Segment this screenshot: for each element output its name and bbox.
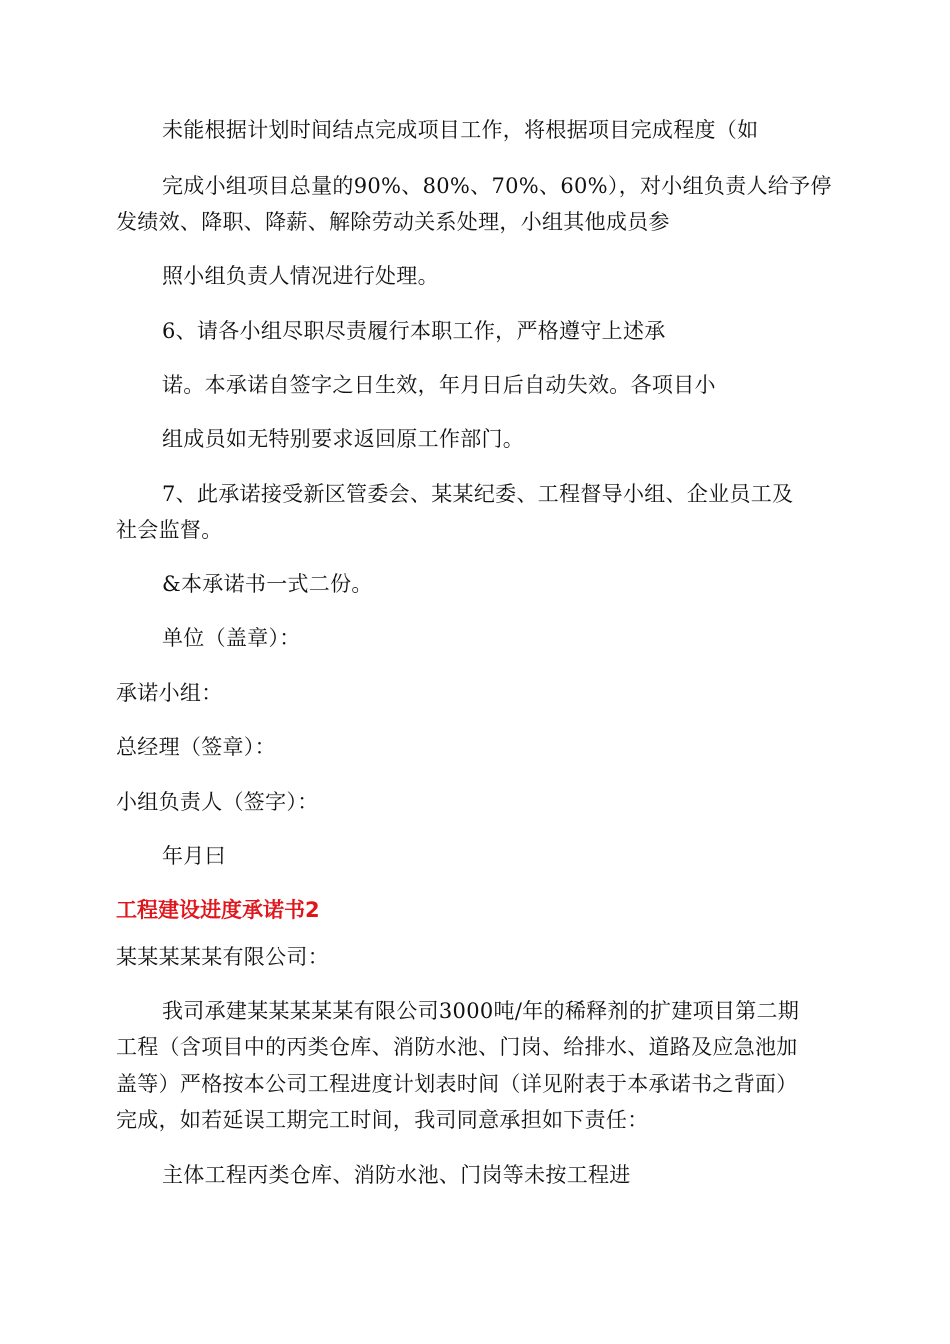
paragraph-line: 我司承建某某某某某有限公司3000吨/年的稀释剂的扩建项目第二期: [162, 999, 800, 1023]
group-leader-label: 小组负责人（签字）：: [116, 790, 319, 814]
item-6-line: 组成员如无特别要求返回原工作部门。: [162, 427, 525, 451]
unit-seal-label: 单位（盖章）：: [162, 626, 301, 650]
paragraph-line: 完成，如若延误工期完工时间，我司同意承担如下责任：: [116, 1108, 649, 1132]
paragraph-line: 发绩效、降职、降薪、解除劳动关系处理，小组其他成员参: [116, 210, 670, 234]
paragraph-line: 完成小组项目总量的90%、80%、70%、60%），对小组负责人给予停: [162, 174, 832, 198]
paragraph-line: 工程（含项目中的丙类仓库、消防水池、门岗、给排水、道路及应急池加: [116, 1035, 798, 1059]
item-6-line: 诺。本承诺自签字之日生效，年月日后自动失效。各项目小: [162, 373, 716, 397]
general-manager-label: 总经理（签章）：: [116, 735, 276, 759]
committed-group-label: 承诺小组：: [116, 681, 223, 705]
date-line: 年月曰: [162, 844, 226, 868]
item-7-line: 7、此承诺接受新区管委会、某某纪委、工程督导小组、企业员工及: [162, 482, 794, 506]
paragraph-line: 盖等）严格按本公司工程进度计划表时间（详见附表于本承诺书之背面）: [116, 1072, 798, 1096]
item-8-line: &本承诺书一式二份。: [162, 572, 373, 596]
addressee: 某某某某某有限公司：: [116, 945, 329, 969]
paragraph-line: 照小组负责人情况进行处理。: [162, 264, 439, 288]
item-6-line: 6、请各小组尽职尽责履行本职工作，严格遵守上述承: [162, 319, 666, 343]
paragraph-line: 主体工程丙类仓库、消防水池、门岗等未按工程进: [162, 1163, 631, 1187]
item-7-line: 社会监督。: [116, 518, 223, 542]
section-heading: 工程建设进度承诺书2: [116, 898, 320, 922]
paragraph-line: 未能根据计划时间结点完成项目工作，将根据项目完成程度（如: [162, 118, 759, 142]
